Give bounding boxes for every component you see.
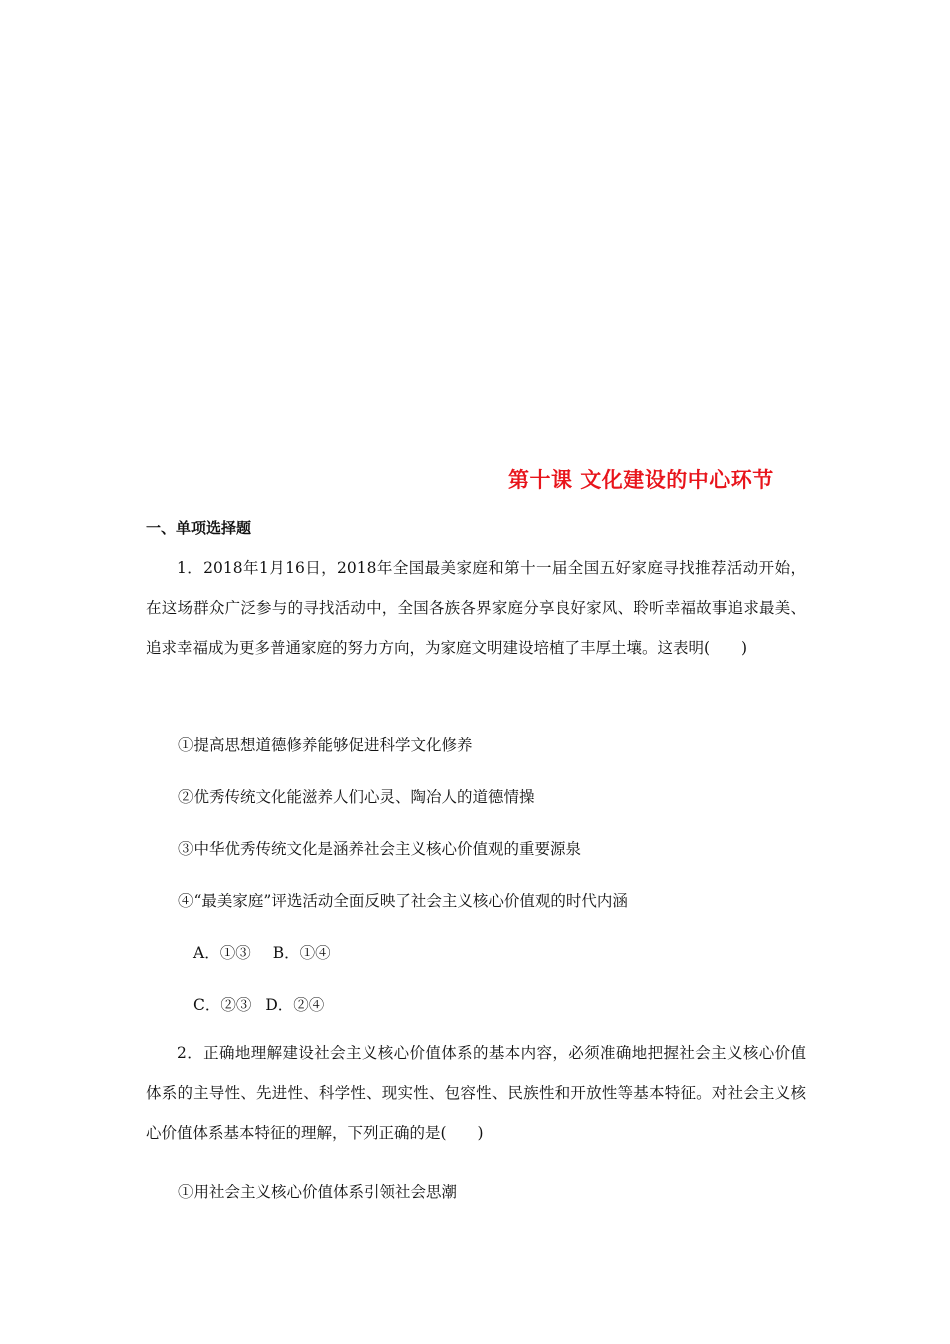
question-1-option-1: ①提高思想道德修养能够促进科学文化修养 [178, 736, 473, 754]
question-2-option-1: ①用社会主义核心价值体系引领社会思潮 [178, 1183, 458, 1201]
question-1-option-2: ②优秀传统文化能滋养人们心灵、陶冶人的道德情操 [178, 788, 535, 806]
section-heading: 一、单项选择题 [146, 519, 252, 537]
lesson-title: 第十课 文化建设的中心环节 [508, 468, 774, 492]
choice-d[interactable]: D．②④ [265, 996, 325, 1014]
question-1-stem: 1．2018年1月16日，2018年全国最美家庭和第十一届全国五好家庭寻找推荐活动开始，在这场群众广泛参与的寻找活动中，全国各族各界家庭分享良好家风、聆听幸福故事追求最美、追求幸福成为更多普通家庭的努力方向，为家庭文明建设培植了丰厚土壤。这表明( ) [146, 559, 806, 657]
question-1-choices-row-2 [193, 993, 324, 1015]
choice-b[interactable]: B．①④ [272, 944, 331, 962]
choice-a[interactable]: A．①③ [193, 944, 251, 962]
question-2-stem: 2．正确地理解建设社会主义核心价值体系的基本内容，必须准确地把握社会主义核心价值体系的主导性、先进性、科学性、现实性、包容性、民族性和开放性等基本特征。对社会主义核心价值体系基本特征的理解，下列正确的是( ) [146, 1044, 806, 1142]
question-1-option-3: ③中华优秀传统文化是涵养社会主义核心价值观的重要源泉 [178, 840, 582, 858]
choice-c[interactable]: C．②③ [193, 996, 252, 1014]
question-1-option-4: ④“最美家庭”评选活动全面反映了社会主义核心价值观的时代内涵 [178, 892, 628, 910]
question-1-choices-row-1 [193, 941, 331, 963]
